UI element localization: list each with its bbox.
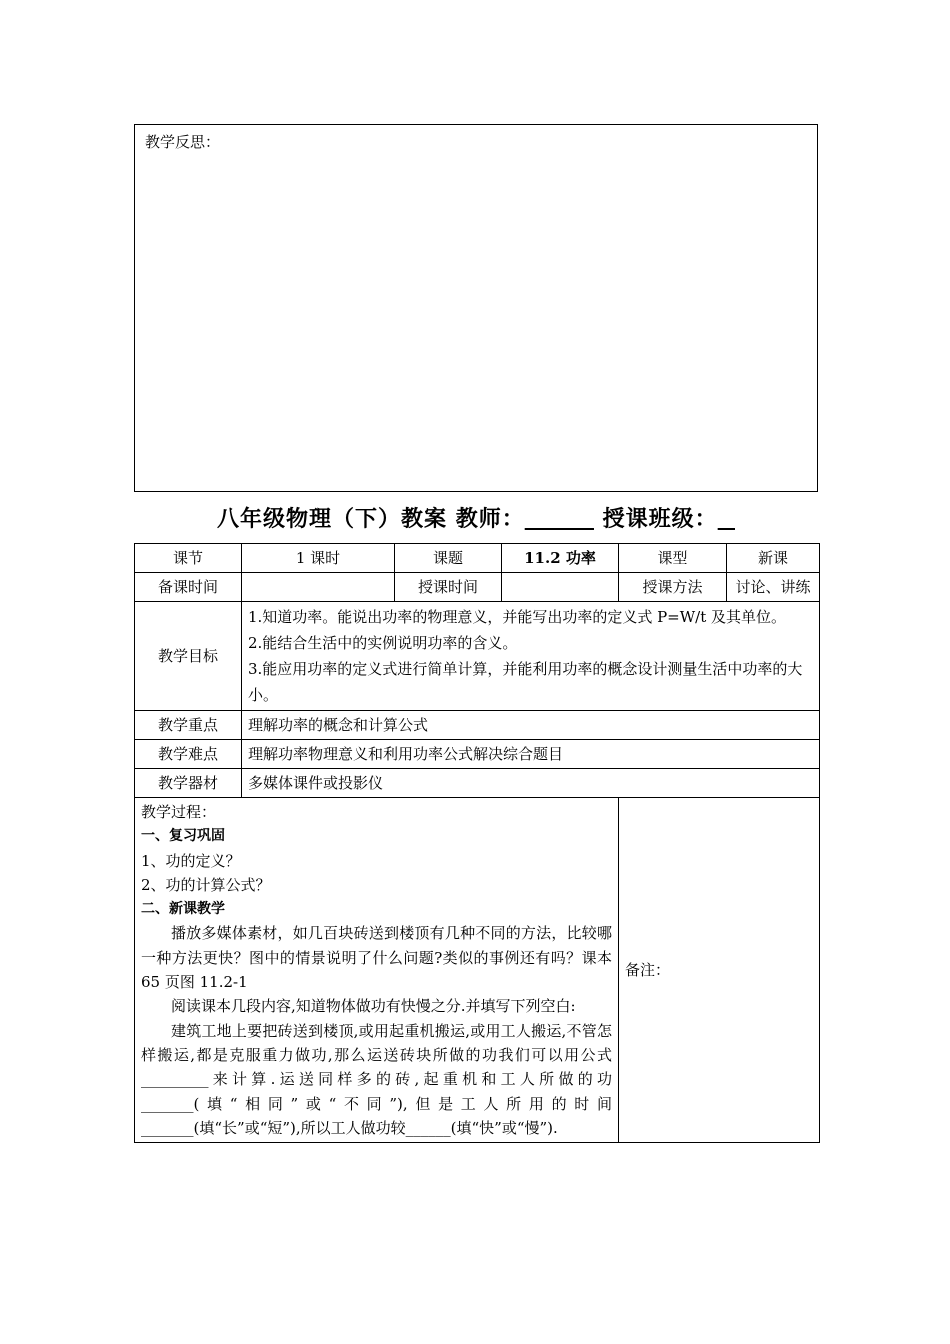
question-item: 1、功的定义？: [141, 851, 241, 870]
table-row: [135, 602, 820, 711]
reflection-box: [134, 124, 818, 492]
class-time-value: [502, 573, 619, 602]
difficult-label: 教学难点: [135, 740, 242, 769]
table-row: [135, 544, 820, 573]
method-value: 讨论、讲练: [727, 573, 820, 602]
prep-time-label: 备课时间: [135, 573, 242, 602]
goal-item: 1.知道功率。能说出功率的物理意义，并能写出功率的定义式 P=W/t 及其单位。: [248, 608, 787, 626]
table-row: [135, 769, 820, 798]
reflection-label: 教学反思：: [145, 133, 221, 151]
title-text: 八年级物理（下）教案: [217, 507, 448, 532]
page-title: [134, 502, 818, 533]
type-value: 新课: [727, 544, 820, 573]
teacher-blank: [525, 507, 594, 532]
topic-label: 课题: [395, 544, 502, 573]
class-label: 授课班级：: [602, 507, 718, 532]
prep-time-value: [242, 573, 395, 602]
notes-label: 备注：: [625, 961, 671, 980]
key-value: 理解功率的概念和计算公式: [242, 711, 820, 740]
class-time-label: 授课时间: [395, 573, 502, 602]
question-item: 2、功的计算公式？: [141, 875, 271, 894]
table-row: [135, 798, 820, 1143]
lesson-label: 课节: [135, 544, 242, 573]
equipment-label: 教学器材: [135, 769, 242, 798]
lesson-plan-table: [134, 543, 820, 1143]
method-label: 授课方法: [619, 573, 727, 602]
equipment-value: 多媒体课件或投影仪: [242, 769, 820, 798]
paragraph: 建筑工地上要把砖送到楼顶,或用起重机搬运,或用工人搬运,不管怎样搬运,都是克服重力做功,那么运送砖块所做的功我们可以用公式_________来计算.运送同样多的砖,起重机和工人所做的功_______(填“相同”或“不同”),但是工人所用的时间_______(填“长”或“短”),所以工人做功较______(填“快”或“慢”).: [141, 1021, 612, 1137]
goals-label: 教学目标: [135, 602, 242, 711]
paragraph: 阅读课本几段内容,知道物体做功有快慢之分.并填写下列空白:: [171, 997, 576, 1016]
section-new-lesson: 二、新课教学: [141, 901, 225, 918]
class-blank: [718, 507, 735, 532]
notes-cell: [619, 798, 820, 1143]
teacher-label: 教师：: [455, 507, 525, 532]
section-review: 一、复习巩固: [141, 828, 225, 845]
table-row: [135, 573, 820, 602]
table-row: [135, 711, 820, 740]
lesson-value: 1 课时: [242, 544, 395, 573]
topic-value: 11.2 功率: [502, 544, 619, 573]
key-label: 教学重点: [135, 711, 242, 740]
difficult-value: 理解功率物理意义和利用功率公式解决综合题目: [242, 740, 820, 769]
table-row: [135, 740, 820, 769]
goal-item: 2.能结合生活中的实例说明功率的含义。: [248, 634, 518, 652]
process-content: [135, 798, 619, 1143]
type-label: 课型: [619, 544, 727, 573]
goal-item: 3.能应用功率的定义式进行简单计算，并能利用功率的概念设计测量生活中功率的大小。: [248, 660, 803, 704]
goals-content: [242, 602, 820, 711]
paragraph: 播放多媒体素材，如几百块砖送到楼顶有几种不同的方法，比较哪一种方法更快？图中的情景说明了什么问题?类似的事例还有吗？课本 65 页图 11.2-1: [141, 924, 612, 992]
process-title: 教学过程：: [141, 803, 217, 821]
